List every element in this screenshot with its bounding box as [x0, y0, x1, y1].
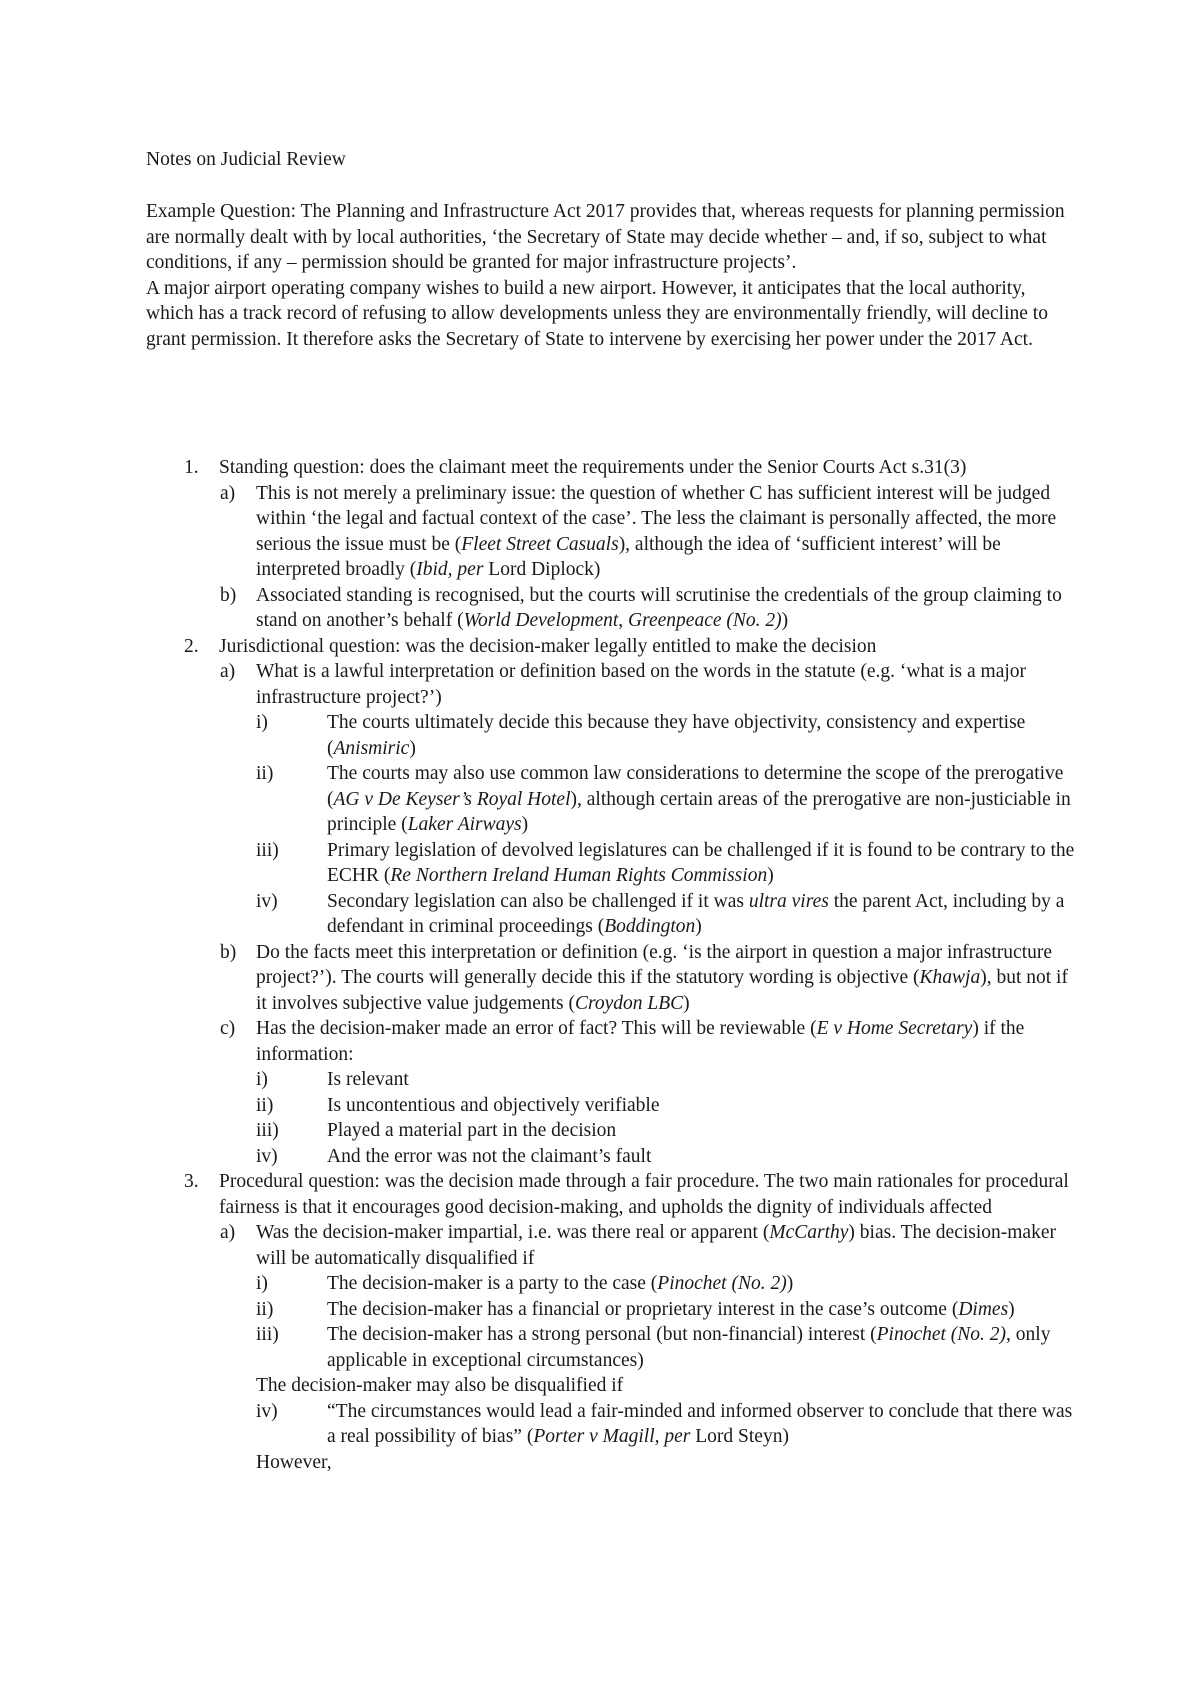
text-segment: the parent Act, including by a defendant in criminal proceedings ( [327, 890, 1065, 937]
outline-item-level-2 [146, 481, 1076, 583]
outline-item-level-2 [146, 940, 1076, 1017]
outline-item-level-2 [146, 1016, 1076, 1067]
item-text [327, 712, 1025, 759]
text-segment: And the error was not the claimant’s fault [327, 1145, 652, 1167]
item-text [256, 661, 1026, 708]
text-segment: ) [1008, 1298, 1015, 1320]
item-text [219, 636, 876, 657]
text-segment: ) if the information: [256, 1018, 1025, 1065]
text-segment: ) [767, 865, 774, 886]
outline-item-level-1 [146, 1169, 1076, 1220]
outline-list [146, 455, 1076, 1475]
list-marker: 3. [184, 1171, 199, 1192]
text-segment: Associated standing is recognised, but the courts will scrutinise the credentials of the group claiming to stand on another’s behalf ( [256, 584, 1062, 631]
outline-item-level-3 [146, 1067, 1076, 1093]
item-text [327, 1146, 651, 1167]
text-segment: The decision-maker has a strong personal (but non-financial) interest ( [327, 1324, 877, 1345]
item-text [327, 891, 1064, 938]
example-question-paragraph: Example Question: The Planning and Infrastructure Act 2017 provides that, whereas requests for planning permission are normally dealt with by local authorities, ‘the Secretary of State may decide whether – and, if so, subject to what conditions, if any – permission should be granted for major infrastructure projects’. [146, 201, 1065, 273]
text-segment: “The circumstances would lead a fair-minded and informed observer to conclude that there was a real possibility of bias” ( [327, 1400, 1073, 1447]
intro-section [146, 199, 1066, 352]
text-segment: ), but not if it involves subjective value judgements ( [256, 967, 1068, 1014]
outline-item-level-2 [146, 1220, 1076, 1271]
item-text [327, 1401, 1072, 1448]
text-segment: The decision-maker may also be disqualified if [256, 1375, 624, 1396]
outline-item-level-3 [146, 838, 1076, 889]
outline-item-level-3 [146, 761, 1076, 838]
text-segment: ) bias. The decision-maker will be automatically disqualified if [256, 1222, 1056, 1269]
item-text [327, 1273, 793, 1294]
list-marker: i) [256, 712, 268, 733]
outline-item-level-2 [146, 659, 1076, 710]
outline-item-level-1 [146, 634, 1076, 660]
text-segment: The decision-maker is a party to the case ( [327, 1273, 658, 1294]
item-text [256, 1452, 332, 1473]
text-segment: ) [521, 814, 529, 835]
item-text [256, 1018, 1024, 1065]
case-citation: Boddington [604, 916, 696, 937]
list-marker: b) [220, 941, 237, 963]
list-marker: ii) [256, 1298, 274, 1320]
continuation-line [146, 1373, 1076, 1399]
item-text [219, 1171, 1069, 1218]
item-text [327, 1299, 1015, 1320]
list-marker: iv) [256, 1400, 278, 1422]
list-marker: iii) [256, 1324, 279, 1345]
document-title: Notes on Judicial Review [146, 149, 346, 170]
outline-item-level-1 [146, 455, 1076, 481]
text-segment: ) [409, 737, 416, 759]
list-marker: ii) [256, 763, 274, 784]
case-citation: Laker Airways [407, 814, 522, 835]
case-citation: Pinochet (No. 2) [876, 1324, 1007, 1345]
item-text [256, 585, 1062, 632]
text-segment: Lord Steyn) [690, 1426, 789, 1447]
item-text [219, 457, 966, 478]
list-marker: iii) [256, 1120, 279, 1141]
text-segment: , only applicable in exceptional circumstances) [327, 1324, 1051, 1371]
list-marker: c) [220, 1018, 236, 1039]
case-citation: AG v De Keyser’s Royal Hotel [333, 788, 571, 810]
list-marker: a) [220, 661, 236, 682]
case-citation: E v Home Secretary [816, 1018, 973, 1039]
case-citation: Croydon LBC [574, 992, 684, 1014]
list-marker: iii) [256, 839, 279, 861]
text-segment: The decision-maker has a financial or proprietary interest in the case’s outcome ( [327, 1298, 959, 1320]
item-text [256, 1222, 1056, 1269]
text-segment: This is not merely a preliminary issue: the question of whether C has sufficient interest will be judged within ‘the legal and factual context of the case’. The less the claimant is personally affected, the more serious the issue must be ( [256, 482, 1057, 555]
item-text [327, 1069, 409, 1090]
item-text [327, 1120, 616, 1141]
text-segment: ) [683, 992, 690, 1014]
outline-item-level-3 [146, 1399, 1076, 1450]
case-citation: McCarthy [769, 1222, 849, 1243]
outline-item-level-3 [146, 1297, 1076, 1323]
text-segment: ) [786, 1273, 794, 1294]
list-marker: 2. [184, 635, 199, 657]
continuation-line [146, 1450, 1076, 1476]
list-marker: iv) [256, 890, 278, 912]
case-citation: Re Northern Ireland Human Rights Commission [390, 865, 768, 886]
text-segment: What is a lawful interpretation or definition based on the words in the statute (e.g. ‘what is a major infrastructure project?’) [256, 661, 1027, 708]
text-segment: Standing question: does the claimant meet the requirements under the Senior Courts Act s.31(3) [219, 457, 967, 478]
text-segment: However, [256, 1451, 332, 1473]
text-segment: ), although the idea of ‘sufficient interest’ will be interpreted broadly ( [256, 533, 1001, 580]
text-segment: Do the facts meet this interpretation or definition (e.g. ‘is the airport in question a major infrastructure project?’). The courts will generally decide this if the statutory wording is objective ( [256, 941, 1053, 988]
text-segment: Has the decision-maker made an error of fact? This will be reviewable ( [256, 1018, 817, 1039]
outline-item-level-3 [146, 1144, 1076, 1170]
case-citation: Pinochet (No. 2) [657, 1273, 787, 1294]
item-text [327, 840, 1074, 887]
item-text [327, 763, 1071, 835]
outline-item-level-2 [146, 583, 1076, 634]
list-marker: ii) [256, 1094, 274, 1116]
outline-item-level-3 [146, 1093, 1076, 1119]
case-citation: World Development [463, 610, 619, 631]
case-citation: Khawja [919, 967, 981, 988]
list-marker: i) [256, 1273, 268, 1294]
item-text [256, 1375, 623, 1396]
item-text [327, 1095, 659, 1116]
case-citation: Porter v Magill, per [533, 1426, 691, 1447]
text-segment: ) [695, 916, 702, 937]
case-citation: Anismiric [333, 737, 410, 759]
list-marker: iv) [256, 1145, 278, 1167]
scenario-paragraph: A major airport operating company wishes to build a new airport. However, it anticipates that the local authority, which has a track record of refusing to allow developments unless they are environmentally friendly, will decline to grant permission. It therefore asks the Secretary of State to intervene by exercising her power under the 2017 Act. [146, 277, 1048, 350]
list-marker: a) [220, 482, 236, 504]
outline-item-level-3 [146, 1118, 1076, 1144]
outline-item-level-3 [146, 710, 1076, 761]
text-segment: Secondary legislation can also be challenged if it was [327, 890, 749, 912]
list-marker: 1. [184, 457, 199, 478]
text-segment: Procedural question: was the decision made through a fair procedure. The two main rationales for procedural fairness is that it encourages good decision-making, and upholds the dignity of individuals affected [219, 1171, 1069, 1218]
outline-item-level-3 [146, 889, 1076, 940]
text-segment: Is uncontentious and objectively verifiable [327, 1094, 660, 1116]
list-marker: i) [256, 1069, 268, 1090]
text-segment: , [618, 610, 629, 631]
item-text [327, 1324, 1050, 1371]
case-citation: Dimes [958, 1298, 1009, 1320]
text-segment: ), although certain areas of the prerogative are non-justiciable in principle ( [327, 788, 1071, 835]
item-text [256, 483, 1056, 581]
text-segment: The courts ultimately decide this because they have objectivity, consistency and expertise ( [327, 712, 1026, 759]
case-citation: Greenpeace (No. 2) [628, 610, 782, 631]
text-segment: Lord Diplock) [483, 559, 601, 580]
list-marker: a) [220, 1222, 236, 1243]
text-segment: Jurisdictional question: was the decision-maker legally entitled to make the decision [219, 635, 877, 657]
item-text [256, 942, 1068, 1014]
text-segment: The courts may also use common law considerations to determine the scope of the prerogative ( [327, 763, 1064, 810]
text-segment: Was the decision-maker impartial, i.e. was there real or apparent ( [256, 1222, 770, 1243]
list-marker: b) [220, 584, 237, 606]
case-citation: Ibid, per [416, 559, 484, 580]
outline-item-level-3 [146, 1271, 1076, 1297]
text-segment: Played a material part in the decision [327, 1120, 617, 1141]
case-citation: ultra vires [748, 890, 829, 912]
text-segment: Is relevant [327, 1069, 409, 1090]
text-segment: ) [781, 610, 789, 631]
case-citation: Fleet Street Casuals [461, 533, 619, 555]
outline-item-level-3 [146, 1322, 1076, 1373]
text-segment: Primary legislation of devolved legislatures can be challenged if it is found to be contrary to the ECHR ( [327, 839, 1075, 886]
